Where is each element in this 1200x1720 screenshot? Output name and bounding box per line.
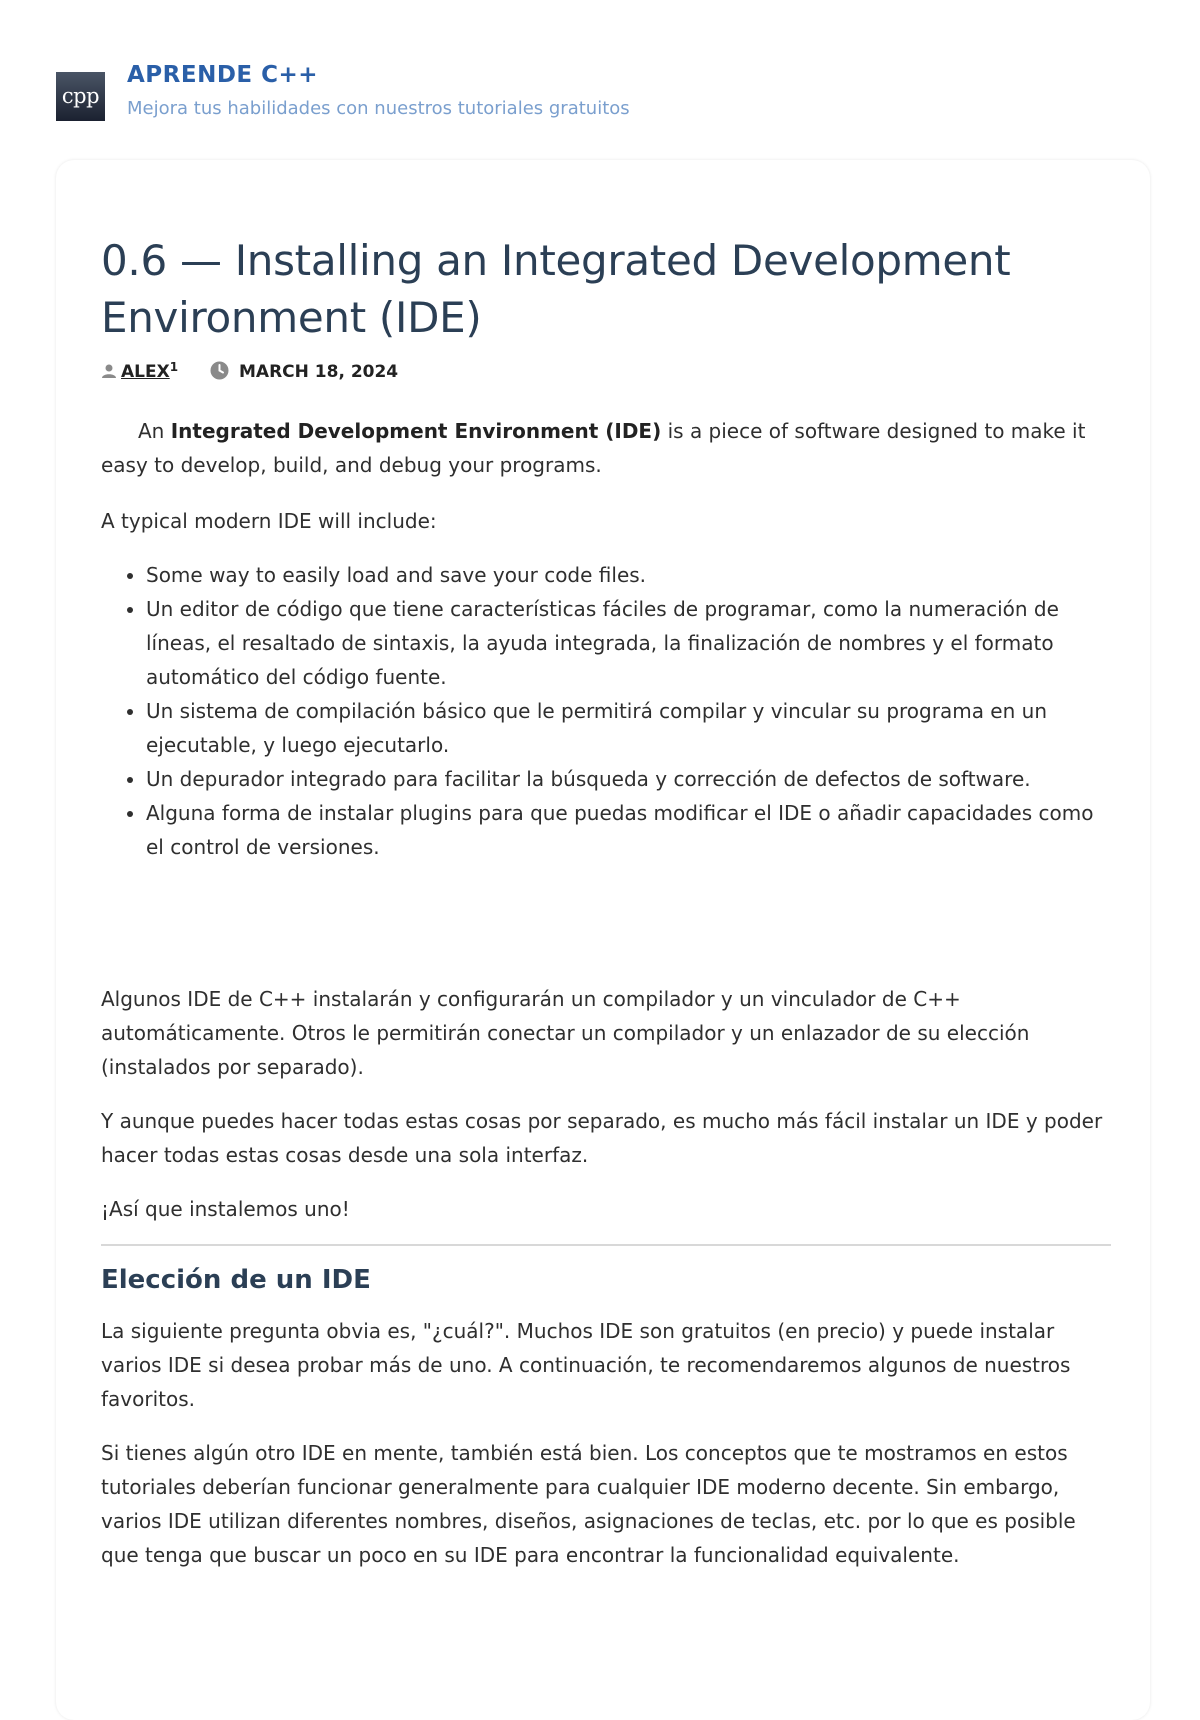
list-item: • Un sistema de compilación básico que le permitirá compilar y vincular su programa en un ejecutable, y luego ejecutarlo. bbox=[146, 694, 1111, 762]
list-item: • Un depurador integrado para facilitar la búsqueda y corrección de defectos de software. bbox=[146, 762, 1111, 796]
single-interface-paragraph: Y aunque puedes hacer todas estas cosas por separado, es mucho más fácil instalar un IDE y poder hacer todas estas cosas desde una sola interfaz. bbox=[101, 1109, 1103, 1167]
user-icon bbox=[101, 363, 117, 384]
author-comment-count: 1 bbox=[169, 360, 179, 374]
intro-ide-term: Integrated Development Environment (IDE) bbox=[170, 419, 662, 443]
ide-features-list bbox=[101, 558, 1111, 864]
clock-icon bbox=[210, 361, 229, 385]
site-logo[interactable]: cpp bbox=[56, 72, 105, 121]
article-meta bbox=[101, 360, 1111, 384]
lets-install-paragraph: ¡Así que instalemos uno! bbox=[101, 1197, 350, 1221]
intro-text-post: is a piece of software designed to make it easy to develop, build, and debug your programs. bbox=[101, 419, 1086, 477]
other-ide-paragraph: Si tienes algún otro IDE en mente, también está bien. Los conceptos que te mostramos en estos tutoriales deberían funcionar generalmente para cualquier IDE moderno decente. Sin embargo, varios IDE utilizan diferentes nombres, diseños, asignaciones de teclas, etc. por lo que es posible que tenga que buscar un poco en su IDE para encontrar la funcionalidad equivalente. bbox=[101, 1441, 1076, 1567]
typical-ide-paragraph: A typical modern IDE will include: bbox=[101, 509, 437, 533]
site-tagline: Mejora tus habilidades con nuestros tutoriales gratuitos bbox=[127, 98, 630, 119]
publish-date: MARCH 18, 2024 bbox=[239, 362, 399, 382]
intro-text-pre: An bbox=[138, 419, 171, 443]
compiler-paragraph: Algunos IDE de C++ instalarán y configurarán un compilador y un vinculador de C++ automáticamente. Otros le permitirán conectar un compilador y un enlazador de su elección (instalados por separado). bbox=[101, 987, 1030, 1079]
site-title-link[interactable]: APRENDE C++ bbox=[127, 62, 319, 88]
section-divider bbox=[101, 1244, 1111, 1246]
site-header bbox=[56, 62, 856, 132]
section-heading: Elección de un IDE bbox=[101, 1265, 371, 1295]
list-item: • Un editor de código que tiene características fáciles de programar, como la numeración de líneas, el resaltado de sintaxis, la ayuda integrada, la finalización de nombres y el formato automático del código fuente. bbox=[146, 592, 1111, 694]
intro-paragraph bbox=[101, 414, 1111, 482]
list-item: • Some way to easily load and save your code files. bbox=[146, 558, 1111, 592]
article-content bbox=[101, 232, 1111, 1572]
which-ide-paragraph: La siguiente pregunta obvia es, "¿cuál?". Muchos IDE son gratuitos (en precio) y puede instalar varios IDE si desea probar más de uno. A continuación, te recomendaremos algunos de nuestros favoritos. bbox=[101, 1319, 1071, 1411]
author-link[interactable]: ALEX bbox=[121, 362, 170, 382]
list-item: • Alguna forma de instalar plugins para que puedas modificar el IDE o añadir capacidades como el control de versiones. bbox=[146, 796, 1111, 864]
page-title: 0.6 — Installing an Integrated Development Environment (IDE) bbox=[101, 236, 1011, 342]
